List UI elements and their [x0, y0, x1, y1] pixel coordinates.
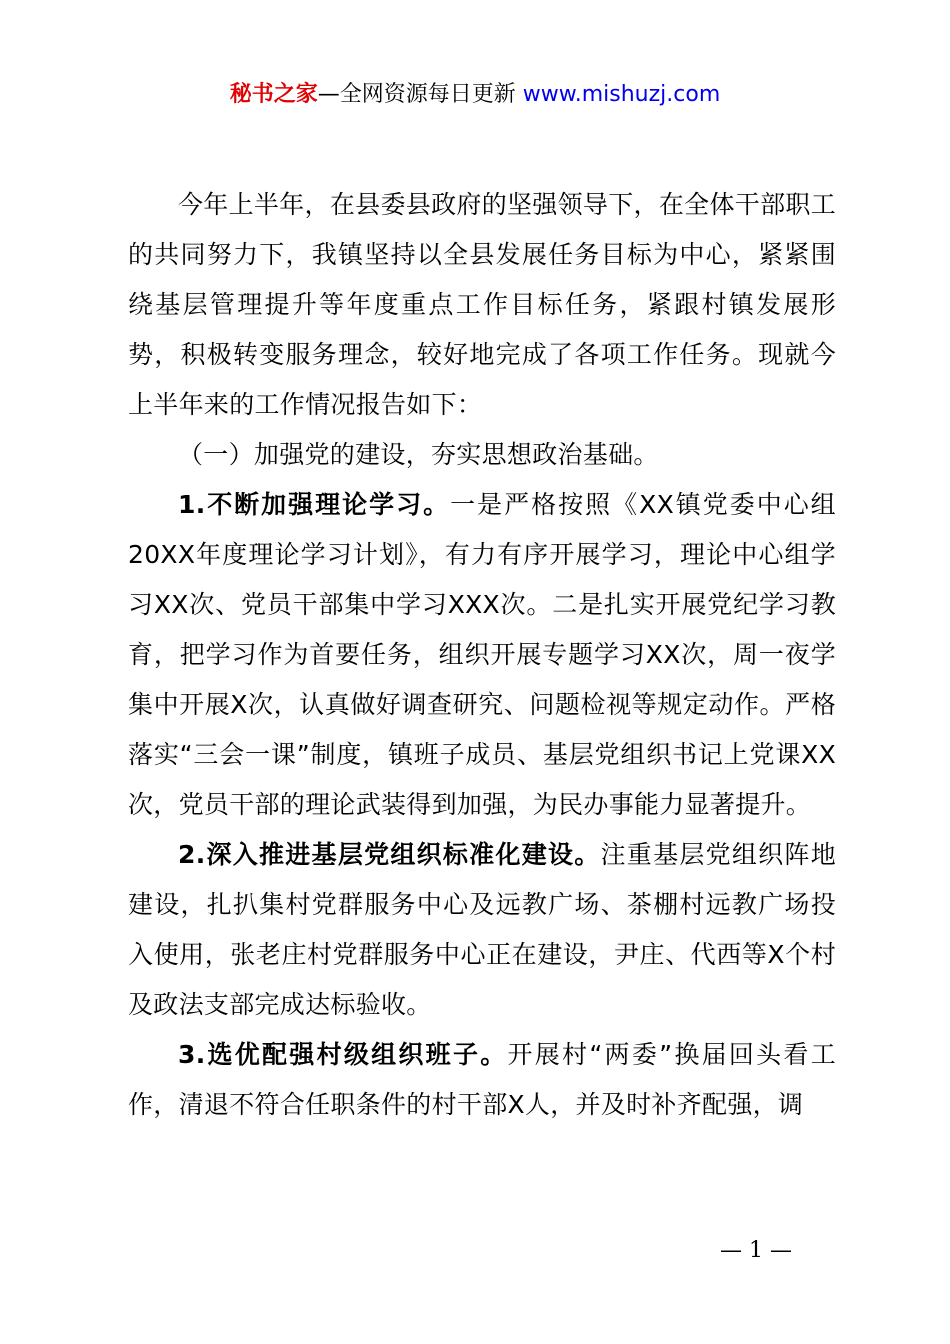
- document-body: [128, 180, 836, 1130]
- paragraph-text: （一）加强党的建设，夯实思想政治基础。: [178, 440, 659, 469]
- paragraph-text: 开展村“两委”换届回头看工作，清退不符合任职条件的村干部X人，并及时补齐配强，调: [128, 1040, 836, 1119]
- paragraph-text: 注重基层党组织阵地建设，扎扒集村党群服务中心及远教广场、茶棚村远教广场投入使用，张老庄村党群服务中心正在建设，尹庄、代西等X个村及政法支部完成达标验收。: [128, 840, 836, 1019]
- paragraph-lead: 1.不断加强理论学习。: [178, 490, 451, 519]
- item-paragraph-3: [128, 1030, 836, 1130]
- site-header: [0, 78, 950, 112]
- site-slogan: —全网资源每日更新: [317, 82, 523, 107]
- section-heading: [128, 430, 836, 480]
- site-url-link[interactable]: www.mishuzj.com: [522, 82, 721, 107]
- paragraph-text: 今年上半年，在县委县政府的坚强领导下，在全体干部职工的共同努力下，我镇坚持以全县发展任务目标为中心，紧紧围绕基层管理提升等年度重点工作目标任务，紧跟村镇发展形势，积极转变服务理念，较好地完成了各项工作任务。现就今上半年来的工作情况报告如下：: [128, 190, 836, 419]
- page-number: — 1 —: [720, 1238, 792, 1263]
- item-paragraph-2: [128, 830, 836, 1030]
- paragraph-text: 一是严格按照《XX镇党委中心组20XX年度理论学习计划》，有力有序开展学习，理论中心组学习XX次、党员干部集中学习XXX次。二是扎实开展党纪学习教育，把学习作为首要任务，组织开展专题学习XX次，周一夜学集中开展X次，认真做好调查研究、问题检视等规定动作。严格落实“三会一课”制度，镇班子成员、基层党组织书记上党课XX次，党员干部的理论武装得到加强，为民办事能力显著提升。: [128, 490, 836, 819]
- intro-paragraph: [128, 180, 836, 430]
- item-paragraph-1: [128, 480, 836, 830]
- site-brand: 秘书之家: [229, 82, 318, 107]
- paragraph-lead: 3.选优配强村级组织班子。: [178, 1040, 508, 1069]
- paragraph-lead: 2.深入推进基层党组织标准化建设。: [178, 840, 601, 869]
